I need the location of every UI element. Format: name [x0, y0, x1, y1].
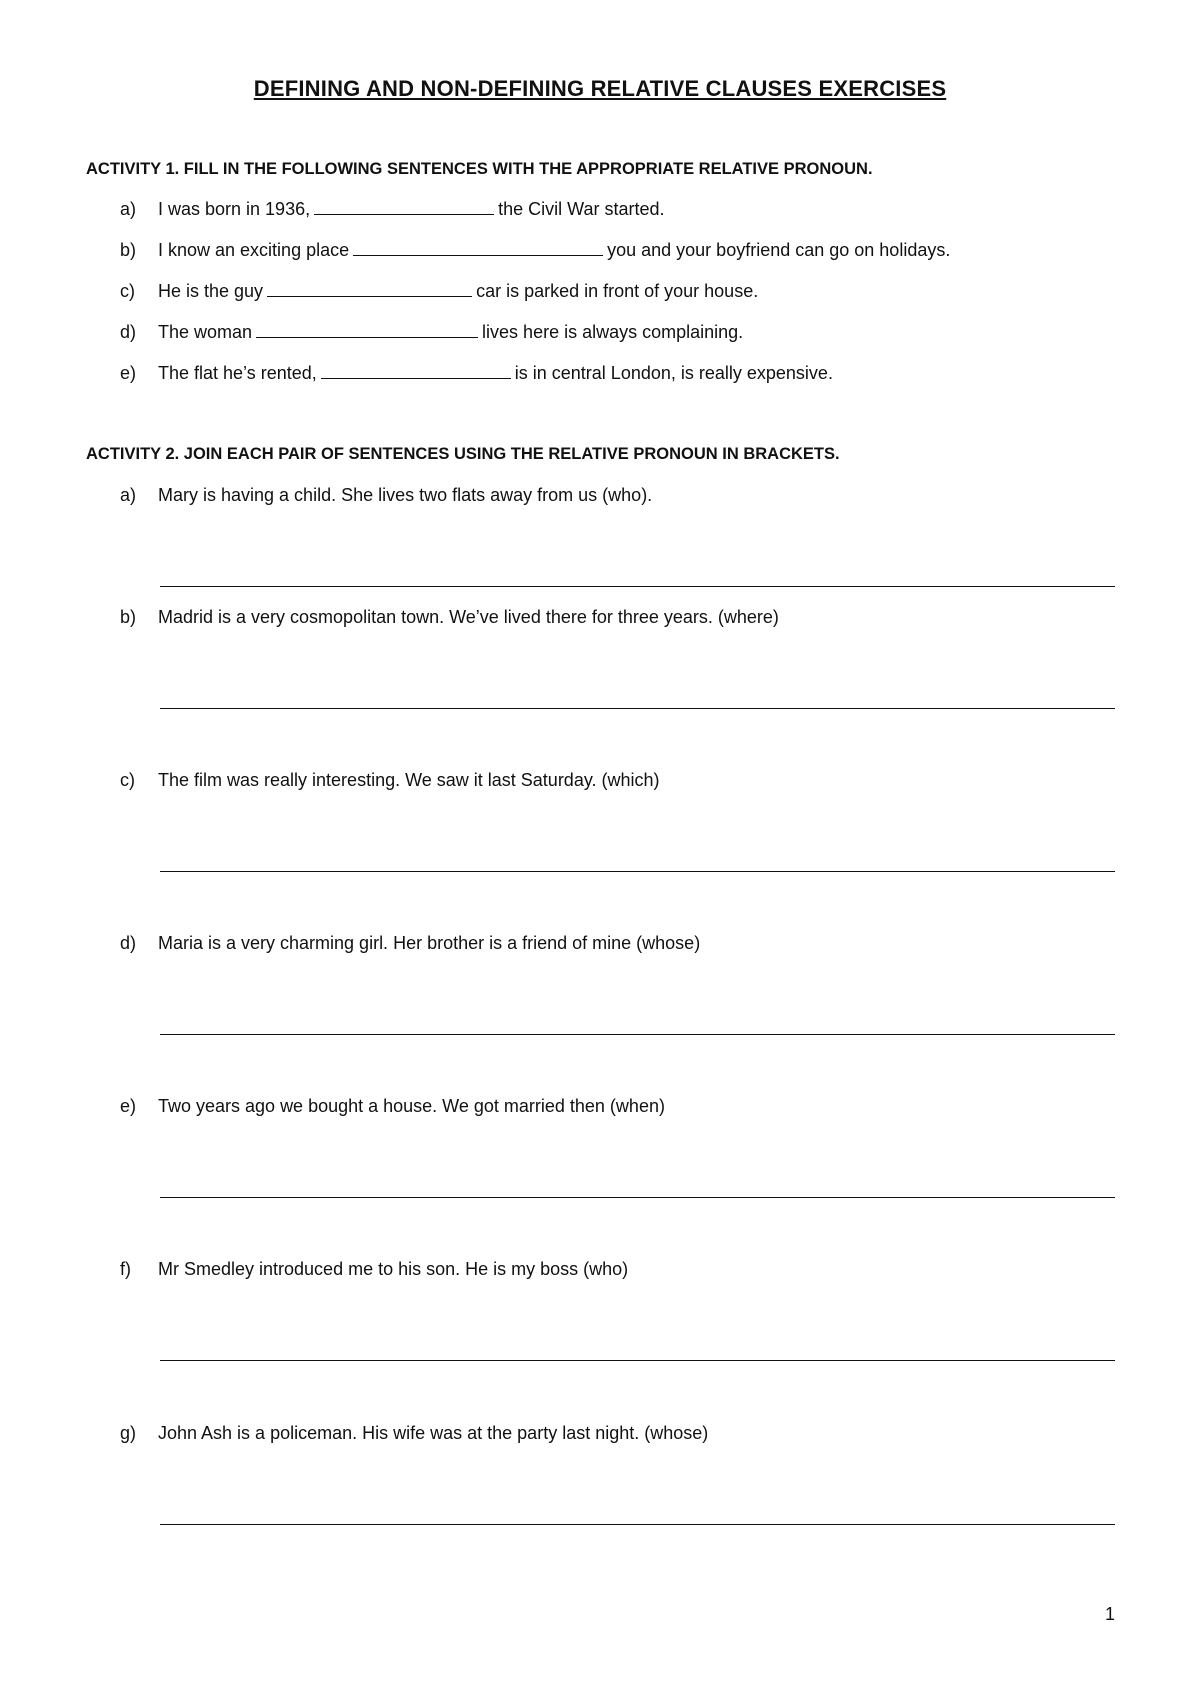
activity2-item-b	[120, 607, 779, 628]
activity2-item-c	[120, 770, 660, 791]
sentence-pair: Two years ago we bought a house. We got married then (when)	[158, 1096, 665, 1116]
sentence-pair: Mr Smedley introduced me to his son. He is my boss (who)	[158, 1259, 629, 1279]
activity1-item-b	[120, 239, 950, 261]
answer-line[interactable]	[160, 586, 1115, 587]
fill-blank[interactable]	[267, 280, 472, 297]
page-number: 1	[1104, 1604, 1115, 1624]
sentence-end: the Civil War started.	[498, 199, 665, 219]
activity2-item-g	[120, 1423, 708, 1444]
activity2-item-d	[120, 933, 700, 954]
answer-line[interactable]	[160, 1360, 1115, 1361]
item-letter: c)	[120, 770, 135, 790]
answer-line[interactable]	[160, 1197, 1115, 1198]
answer-line[interactable]	[160, 1034, 1115, 1035]
sentence-pair: John Ash is a policeman. His wife was at the party last night. (whose)	[158, 1423, 709, 1443]
activity2-item-a	[120, 485, 652, 506]
activity2-heading: ACTIVITY 2. JOIN EACH PAIR OF SENTENCES USING THE RELATIVE PRONOUN IN BRACKETS.	[86, 445, 840, 463]
sentence-start: He is the guy	[158, 281, 264, 301]
item-letter: b)	[120, 240, 137, 260]
answer-line[interactable]	[160, 871, 1115, 872]
sentence-pair: Madrid is a very cosmopolitan town. We’ve lived there for three years. (where)	[158, 607, 779, 627]
item-letter: d)	[120, 322, 137, 342]
item-letter: e)	[120, 1096, 137, 1116]
fill-blank[interactable]	[353, 239, 603, 256]
activity2-item-f	[120, 1259, 628, 1280]
item-letter: g)	[120, 1423, 137, 1443]
fill-blank[interactable]	[314, 198, 494, 215]
sentence-end: car is parked in front of your house.	[476, 281, 759, 301]
worksheet-title: DEFINING AND NON-DEFINING RELATIVE CLAUSES EXERCISES	[253, 76, 947, 101]
item-letter: c)	[120, 281, 135, 301]
item-letter: d)	[120, 933, 137, 953]
item-letter: f)	[120, 1259, 131, 1279]
fill-blank[interactable]	[256, 321, 478, 338]
answer-line[interactable]	[160, 708, 1115, 709]
item-letter: a)	[120, 199, 137, 219]
sentence-start: The flat he’s rented,	[158, 363, 317, 383]
sentence-start: I know an exciting place	[158, 240, 350, 260]
item-letter: e)	[120, 363, 137, 383]
item-letter: b)	[120, 607, 137, 627]
fill-blank[interactable]	[321, 362, 511, 379]
sentence-start: I was born in 1936,	[158, 199, 311, 219]
activity1-item-a	[120, 198, 665, 220]
activity1-item-c	[120, 280, 758, 302]
sentence-end: lives here is always complaining.	[482, 322, 744, 342]
sentence-end: is in central London, is really expensive.	[514, 363, 833, 383]
sentence-end: you and your boyfriend can go on holidays.	[607, 240, 951, 260]
sentence-pair: Mary is having a child. She lives two flats away from us (who).	[158, 485, 653, 505]
sentence-pair: Maria is a very charming girl. Her brother is a friend of mine (whose)	[158, 933, 701, 953]
answer-line[interactable]	[160, 1524, 1115, 1525]
activity1-item-e	[120, 362, 833, 384]
item-letter: a)	[120, 485, 137, 505]
activity2-item-e	[120, 1096, 665, 1117]
sentence-start: The woman	[158, 322, 253, 342]
sentence-pair: The film was really interesting. We saw it last Saturday. (which)	[158, 770, 660, 790]
activity1-item-d	[120, 321, 743, 343]
activity1-heading: ACTIVITY 1. FILL IN THE FOLLOWING SENTENCES WITH THE APPROPRIATE RELATIVE PRONOUN.	[86, 160, 873, 178]
